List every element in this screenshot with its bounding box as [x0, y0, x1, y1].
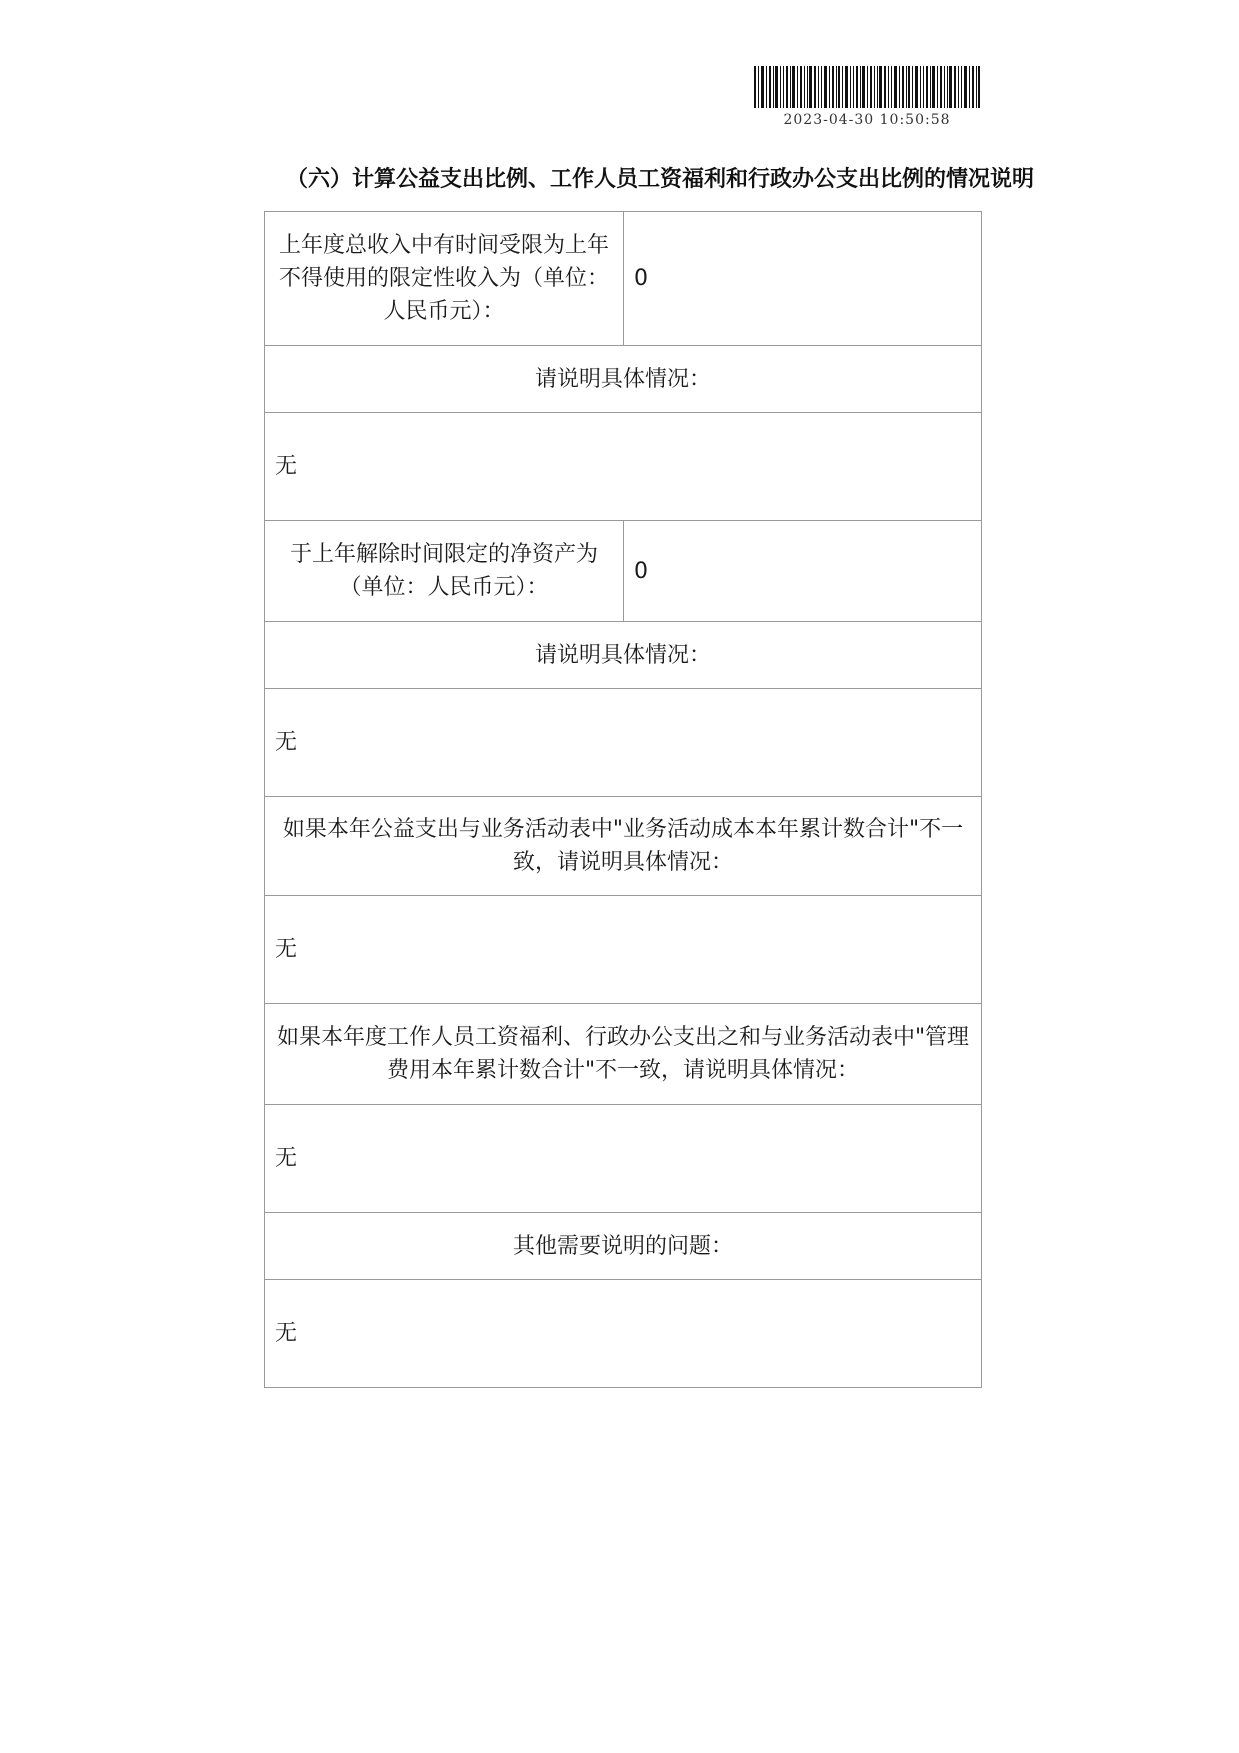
explanation-table — [264, 211, 982, 1388]
question-3: 如果本年公益支出与业务活动表中"业务活动成本本年累计数合计"不一致，请说明具体情况： — [265, 797, 982, 896]
table-row — [265, 797, 982, 896]
answer-1: 无 — [265, 413, 982, 521]
question-4: 如果本年度工作人员工资福利、行政办公支出之和与业务活动表中"管理费用本年累计数合计"不一致，请说明具体情况： — [265, 1004, 982, 1105]
table-row — [265, 1213, 982, 1280]
table-row — [265, 521, 982, 622]
answer-3: 无 — [265, 896, 982, 1004]
table-row — [265, 212, 982, 346]
table-row — [265, 413, 982, 521]
print-timestamp: 2023-04-30 10:50:58 — [783, 112, 951, 128]
barcode-image — [754, 66, 980, 108]
answer-5: 无 — [265, 1280, 982, 1388]
section-title: （六）计算公益支出比例、工作人员工资福利和行政办公支出比例的情况说明 — [285, 167, 1034, 192]
released-assets-value: 0 — [624, 521, 982, 622]
table-row — [265, 346, 982, 413]
restricted-income-value: 0 — [624, 212, 982, 346]
table-row — [265, 896, 982, 1004]
table-row — [265, 689, 982, 797]
released-assets-label: 于上年解除时间限定的净资产为（单位：人民币元）： — [265, 521, 624, 622]
table-row — [265, 1105, 982, 1213]
table-row — [265, 1004, 982, 1105]
question-5: 其他需要说明的问题： — [265, 1213, 982, 1280]
table-row — [265, 1280, 982, 1388]
question-2: 请说明具体情况： — [265, 622, 982, 689]
answer-2: 无 — [265, 689, 982, 797]
question-1: 请说明具体情况： — [265, 346, 982, 413]
answer-4: 无 — [265, 1105, 982, 1213]
restricted-income-label: 上年度总收入中有时间受限为上年不得使用的限定性收入为（单位：人民币元）： — [265, 212, 624, 346]
table-row — [265, 622, 982, 689]
